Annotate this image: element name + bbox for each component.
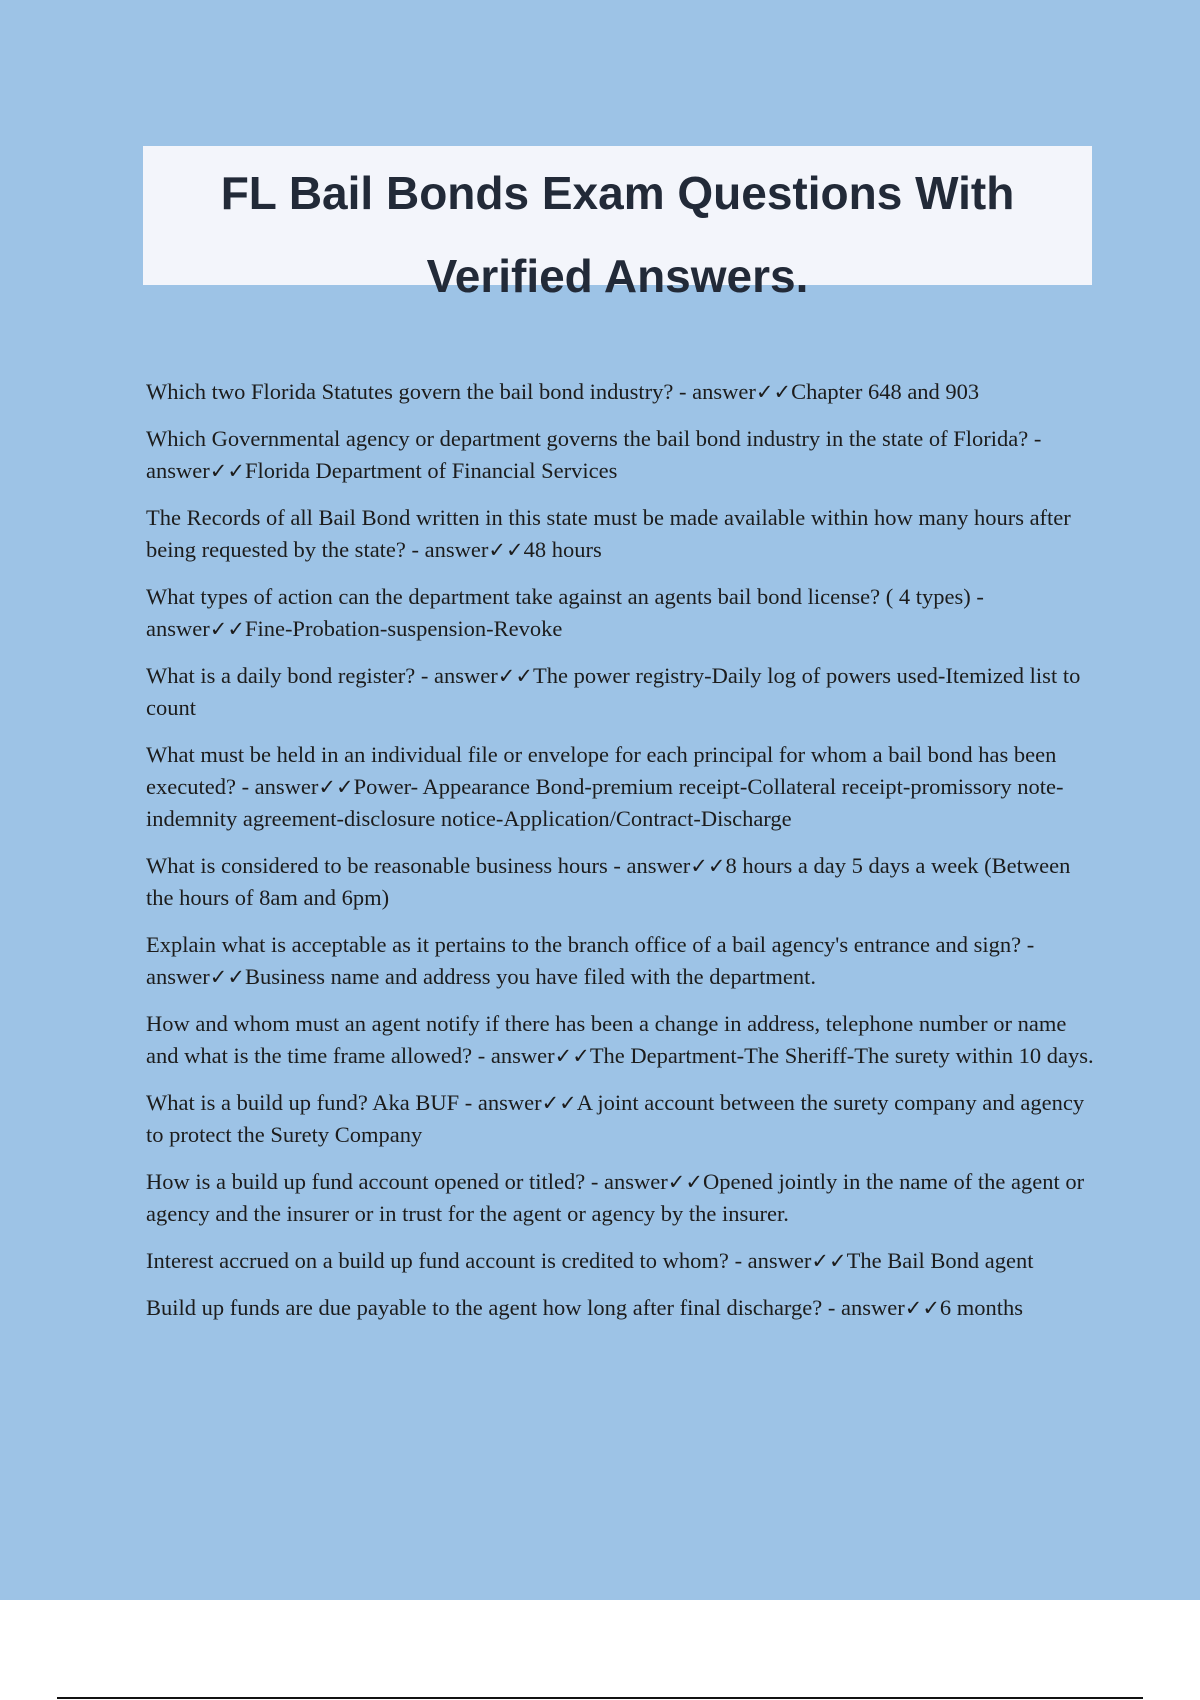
answer-text: Fine-Probation-suspension-Revoke: [244, 616, 563, 641]
answer-text: 8 hours a day 5 days a week (Between the hours of 8am and 6pm): [146, 853, 1071, 910]
qa-item: [146, 850, 1096, 914]
qa-item: [146, 502, 1096, 566]
answer-separator: - answer: [235, 774, 319, 799]
check-marks-icon: ✓✓: [209, 965, 245, 989]
question-text: What must be held in an individual file or envelope for each principal for whom a bail bond has been executed?: [146, 742, 1057, 799]
qa-item: [146, 739, 1096, 835]
answer-separator: - answer: [607, 853, 691, 878]
question-text: Interest accrued on a build up fund account is credited to whom?: [146, 1248, 729, 1273]
qa-item: [146, 423, 1096, 487]
answer-text: The Bail Bond agent: [846, 1248, 1034, 1273]
qa-item: [146, 581, 1096, 645]
question-text: What is a build up fund? Aka BUF: [146, 1090, 460, 1115]
question-text: The Records of all Bail Bond written in this state must be made available within how many hours after being requested by the state?: [146, 505, 1071, 562]
question-text: What is a daily bond register?: [146, 663, 416, 688]
qa-item: [146, 1166, 1096, 1230]
question-text: Which two Florida Statutes govern the bail bond industry?: [146, 379, 674, 404]
check-marks-icon: ✓✓: [554, 1044, 590, 1068]
question-text: Build up funds are due payable to the agent how long after final discharge?: [146, 1295, 823, 1320]
answer-text: Opened jointly in the name of the agent or agency and the insurer or in trust for the agent or agency by the insurer.: [146, 1169, 1085, 1226]
check-marks-icon: ✓✓: [541, 1091, 577, 1115]
answer-text: The power registry-Daily log of powers used-Itemized list to count: [146, 663, 1081, 720]
question-text: How and whom must an agent notify if there has been a change in address, telephone number or name and what is the time frame allowed?: [146, 1011, 1067, 1068]
answer-separator: - answer: [146, 584, 984, 641]
answer-separator: - answer: [728, 1248, 812, 1273]
footer-divider: [57, 1697, 1143, 1699]
answer-text: 6 months: [939, 1295, 1024, 1320]
answer-separator: - answer: [673, 379, 756, 404]
check-marks-icon: ✓✓: [497, 664, 533, 688]
check-marks-icon: ✓✓: [318, 775, 354, 799]
answer-separator: - answer: [459, 1090, 542, 1115]
question-text: What types of action can the department take against an agents bail bond license? ( 4 types): [146, 584, 971, 609]
document-title-line-1: FL Bail Bonds Exam Questions With: [220, 167, 1015, 219]
title-box: [143, 146, 1092, 302]
qa-item: [146, 929, 1096, 993]
answer-separator: - answer: [585, 1169, 668, 1194]
answer-text: The Department-The Sheriff-The surety within 10 days.: [589, 1043, 1094, 1068]
qa-item: [146, 1008, 1096, 1072]
answer-text: Florida Department of Financial Services: [244, 458, 618, 483]
check-marks-icon: ✓✓: [904, 1296, 940, 1320]
question-text: Explain what is acceptable as it pertains to the branch office of a bail agency's entrance and sign?: [146, 932, 1022, 957]
answer-separator: - answer: [405, 537, 489, 562]
qa-item: [146, 1245, 1096, 1277]
answer-text: Power- Appearance Bond-premium receipt-Collateral receipt-promissory note-indemnity agreement-disclosure notice-Application/Contract-Discharge: [146, 774, 1064, 831]
check-marks-icon: ✓✓: [488, 538, 524, 562]
check-marks-icon: ✓✓: [811, 1249, 847, 1273]
document-title-line-2: Verified Answers.: [426, 250, 809, 302]
question-text: How is a build up fund account opened or titled?: [146, 1169, 586, 1194]
answer-separator: - answer: [146, 932, 1035, 989]
answer-separator: - answer: [146, 426, 1042, 483]
check-marks-icon: ✓✓: [209, 617, 245, 641]
qa-item: [146, 1087, 1096, 1151]
check-marks-icon: ✓✓: [209, 459, 245, 483]
answer-separator: - answer: [822, 1295, 905, 1320]
qa-list: [146, 376, 1096, 1339]
answer-text: A joint account between the surety company and agency to protect the Surety Company: [146, 1090, 1085, 1147]
question-text: What is considered to be reasonable business hours: [146, 853, 608, 878]
qa-item: [146, 376, 1096, 408]
answer-text: Chapter 648 and 903: [791, 379, 980, 404]
check-marks-icon: ✓✓: [755, 380, 792, 404]
answer-text: Business name and address you have filed with the department.: [244, 964, 817, 989]
answer-text: 48 hours: [523, 537, 602, 562]
qa-item: [146, 660, 1096, 724]
check-marks-icon: ✓✓: [667, 1170, 703, 1194]
check-marks-icon: ✓✓: [690, 854, 726, 878]
answer-separator: - answer: [472, 1043, 555, 1068]
qa-item: [146, 1292, 1096, 1324]
answer-separator: - answer: [415, 663, 498, 688]
question-text: Which Governmental agency or department governs the bail bond industry in the state of Florida?: [146, 426, 1029, 451]
